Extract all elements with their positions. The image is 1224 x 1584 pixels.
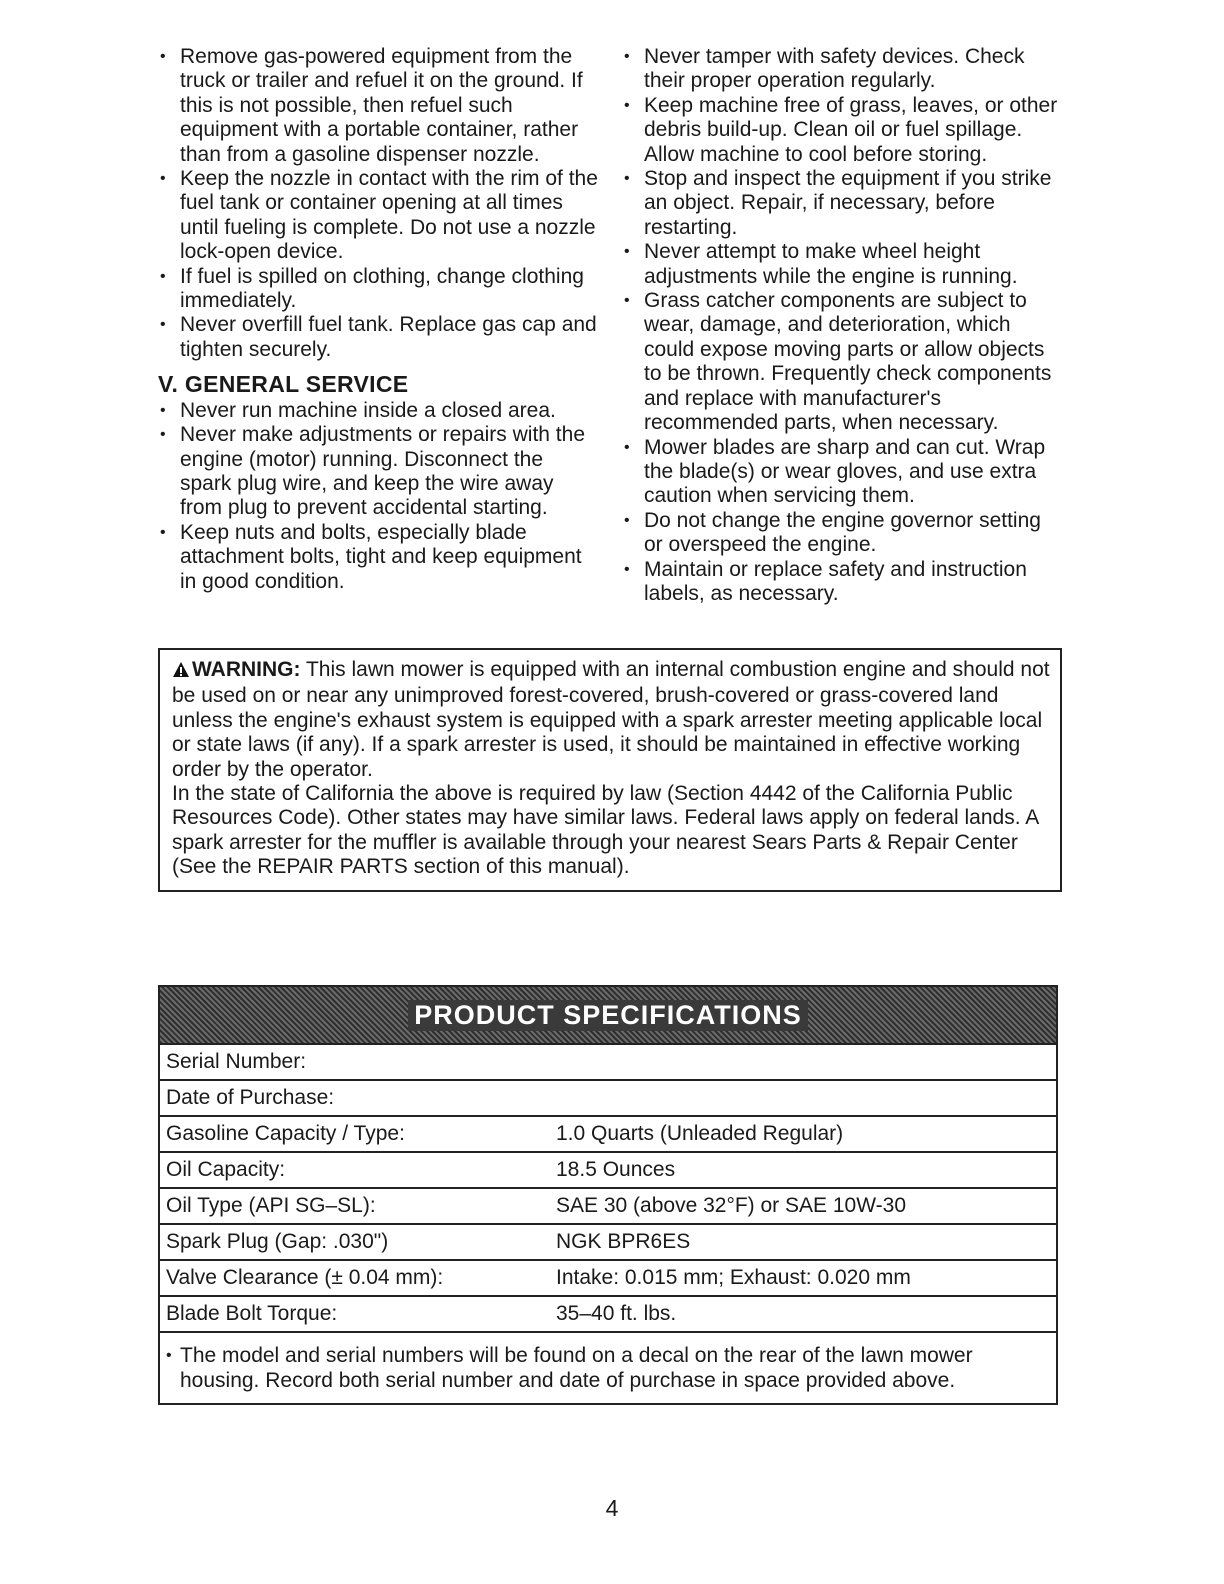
warning-triangle-icon: [172, 660, 190, 684]
table-row: [160, 1259, 1056, 1295]
spec-title: PRODUCT SPECIFICATIONS: [408, 1000, 808, 1031]
list-item: • Mower blades are sharp and can cut. Wrap the blade(s) or wear gloves, and use extra caution when servicing them.: [622, 436, 1062, 509]
table-row: [160, 1115, 1056, 1151]
list-item: • Never run machine inside a closed area.: [158, 399, 598, 423]
list-item: • Remove gas-powered equipment from the truck or trailer and refuel it on the ground. If this is not possible, then refuel such equipment with a portable container, rather than from a gasoline dispenser nozzle.: [158, 45, 598, 167]
warning-paragraph: [172, 658, 1050, 782]
product-specifications-table: [158, 985, 1058, 1405]
spec-label: Spark Plug (Gap: .030"): [166, 1230, 389, 1253]
spec-value: 35–40 ft. lbs.: [556, 1302, 677, 1325]
table-row: [160, 1187, 1056, 1223]
warning-box: [158, 648, 1062, 892]
right-column: [622, 45, 1062, 606]
spec-value: 1.0 Quarts (Unleaded Regular): [556, 1122, 844, 1145]
warning-text: This lawn mower is equipped with an internal combustion engine and should not be used on or near any unimproved forest-covered, brush-covered or grass-covered land unless the engine's exhaust system is equipped with a spark arrester meeting applicable local or state laws (if any). If a spark arrester is used, it should be maintained in effective working order by the operator.: [172, 658, 1050, 781]
spec-note: [160, 1331, 1056, 1403]
list-item: • If fuel is spilled on clothing, change clothing immediately.: [158, 265, 598, 314]
list-item: • Keep nuts and bolts, especially blade attachment bolts, tight and keep equipment in good condition.: [158, 521, 598, 594]
list-item: • Never attempt to make wheel height adjustments while the engine is running.: [622, 240, 1062, 289]
safety-list: [622, 45, 1062, 606]
list-item: • Do not change the engine governor setting or overspeed the engine.: [622, 509, 1062, 558]
spec-label: Oil Type (API SG–SL):: [166, 1194, 376, 1217]
section-title-general-service: V. GENERAL SERVICE: [158, 371, 409, 398]
spec-value: Intake: 0.015 mm; Exhaust: 0.020 mm: [556, 1266, 911, 1289]
spec-label: Serial Number:: [166, 1050, 307, 1073]
spec-label: Date of Purchase:: [166, 1086, 335, 1109]
spec-value: NGK BPR6ES: [556, 1230, 691, 1253]
table-row: [160, 1079, 1056, 1115]
general-service-list: [158, 399, 598, 594]
spec-value: 18.5 Ounces: [556, 1158, 676, 1181]
list-item: • Maintain or replace safety and instruction labels, as necessary.: [622, 558, 1062, 607]
list-item: • Never make adjustments or repairs with the engine (motor) running. Disconnect the spark plug wire, and keep the wire away from plug to prevent accidental starting.: [158, 423, 598, 521]
table-row: [160, 1295, 1056, 1331]
fueling-list: [158, 45, 598, 362]
spec-label: Valve Clearance (± 0.04 mm):: [166, 1266, 444, 1289]
table-row: [160, 1151, 1056, 1187]
spec-header: [160, 987, 1056, 1043]
list-item: • Keep the nozzle in contact with the rim of the fuel tank or container opening at all times until fueling is complete. Do not use a nozzle lock-open device.: [158, 167, 598, 265]
list-item: • Grass catcher components are subject to wear, damage, and deterioration, which could expose moving parts or allow objects to be thrown. Frequently check components and replace with manufacturer's recommended parts, when necessary.: [622, 289, 1062, 435]
table-row: [160, 1043, 1056, 1079]
list-item: • Stop and inspect the equipment if you strike an object. Repair, if necessary, before restarting.: [622, 167, 1062, 240]
spec-note-text: • The model and serial numbers will be found on a decal on the rear of the lawn mower housing. Record both serial number and date of purchase in space provided above.: [166, 1343, 1050, 1393]
warning-paragraph: In the state of California the above is required by law (Section 4442 of the California Public Resources Code). Other states may have similar laws. Federal laws apply on federal lands. A spark arrester for the muffler is available through your nearest Sears Parts & Repair Center (See the REPAIR PARTS section of this manual).: [172, 782, 1039, 879]
spec-label: Oil Capacity:: [166, 1158, 286, 1181]
list-item: • Keep machine free of grass, leaves, or other debris build-up. Clean oil or fuel spillage. Allow machine to cool before storing.: [622, 94, 1062, 167]
page-number: 4: [605, 1495, 619, 1521]
list-item: • Never overfill fuel tank. Replace gas cap and tighten securely.: [158, 313, 598, 362]
left-column: [158, 45, 598, 594]
spec-label: Gasoline Capacity / Type:: [166, 1122, 405, 1145]
table-row: [160, 1223, 1056, 1259]
spec-label: Blade Bolt Torque:: [166, 1302, 338, 1325]
warning-label: WARNING:: [192, 658, 301, 681]
spec-value: SAE 30 (above 32°F) or SAE 10W-30: [556, 1194, 907, 1217]
list-item: • Never tamper with safety devices. Check their proper operation regularly.: [622, 45, 1062, 94]
